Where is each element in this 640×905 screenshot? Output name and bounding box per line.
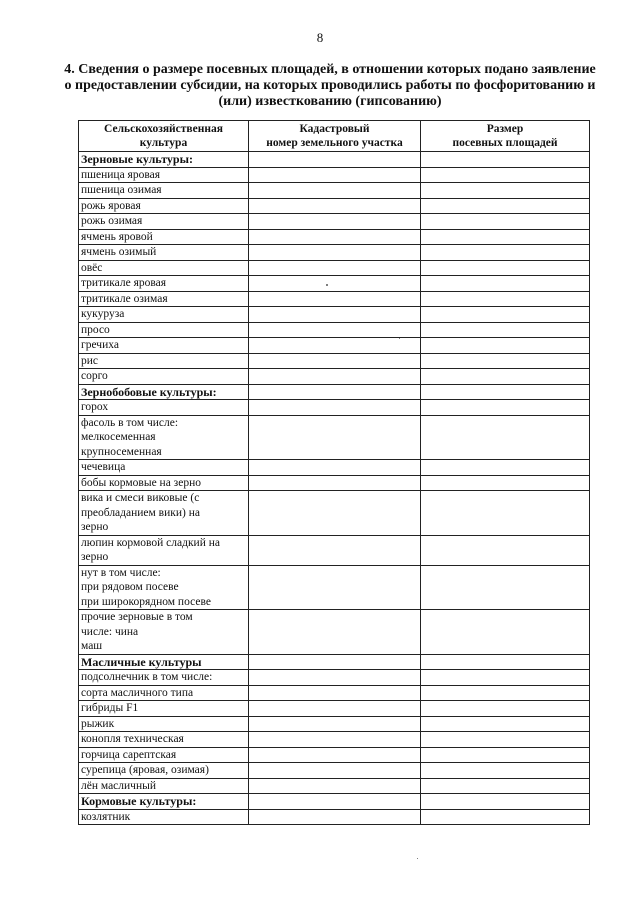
header-sown-area: Размер посевных площадей — [421, 121, 590, 152]
table-row — [79, 610, 590, 655]
area-cell[interactable] — [421, 400, 590, 416]
crop-name: сорта масличного типа — [79, 685, 249, 701]
area-cell[interactable] — [421, 491, 590, 536]
area-cell[interactable] — [421, 732, 590, 748]
group-row-grain — [79, 152, 590, 168]
group-label: Зернобобовые культуры: — [79, 384, 249, 400]
crop-name: горчица сарептская — [79, 747, 249, 763]
area-cell[interactable] — [421, 701, 590, 717]
table-row — [79, 353, 590, 369]
cadastre-cell[interactable] — [249, 610, 421, 655]
table-row — [79, 400, 590, 416]
crop-name: рожь яровая — [79, 198, 249, 214]
table-row — [79, 491, 590, 536]
cadastre-cell[interactable] — [249, 322, 421, 338]
table-row — [79, 685, 590, 701]
crop-name: пшеница яровая — [79, 167, 249, 183]
table-row — [79, 198, 590, 214]
crop-name: рис — [79, 353, 249, 369]
crop-name: гибриды F1 — [79, 701, 249, 717]
cadastre-cell[interactable] — [249, 415, 421, 460]
table-row — [79, 322, 590, 338]
crop-name: овёс — [79, 260, 249, 276]
cadastre-cell[interactable] — [249, 809, 421, 825]
table-row — [79, 670, 590, 686]
table-row — [79, 716, 590, 732]
table-row — [79, 415, 590, 460]
area-cell[interactable] — [421, 276, 590, 292]
scan-speck — [417, 858, 418, 859]
cadastre-cell[interactable] — [249, 338, 421, 354]
cadastre-cell[interactable] — [249, 747, 421, 763]
table-row — [79, 778, 590, 794]
crop-name: лён масличный — [79, 778, 249, 794]
group-label: Зерновые культуры: — [79, 152, 249, 168]
area-cell[interactable] — [421, 260, 590, 276]
header-crop: Сельскохозяйственная культура — [79, 121, 249, 152]
cadastre-cell[interactable] — [249, 167, 421, 183]
table-row — [79, 701, 590, 717]
crop-name: тритикале яровая — [79, 276, 249, 292]
crop-name: кукуруза — [79, 307, 249, 323]
cadastre-cell[interactable] — [249, 685, 421, 701]
cadastre-cell[interactable] — [249, 701, 421, 717]
cadastre-cell[interactable] — [249, 763, 421, 779]
area-cell[interactable] — [421, 338, 590, 354]
cadastre-cell[interactable] — [249, 260, 421, 276]
crop-name: люпин кормовой сладкий на зерно — [79, 535, 249, 565]
area-cell[interactable] — [421, 475, 590, 491]
crop-name: рыжик — [79, 716, 249, 732]
group-row-fodder — [79, 794, 590, 810]
cadastre-cell[interactable] — [249, 152, 421, 168]
crop-name: просо — [79, 322, 249, 338]
crop-name: фасоль в том числе: мелкосеменная крупносеменная — [79, 415, 249, 460]
header-cadastre-number: Кадастровый номер земельного участка — [249, 121, 421, 152]
group-label: Кормовые культуры: — [79, 794, 249, 810]
cadastre-cell[interactable] — [249, 460, 421, 476]
crop-name: конопля техническая — [79, 732, 249, 748]
table-row — [79, 338, 590, 354]
table-row — [79, 763, 590, 779]
table-row — [79, 369, 590, 385]
crop-name: вика и смеси виковые (с преобладанием вики) на зерно — [79, 491, 249, 536]
crop-name: подсолнечник в том числе: — [79, 670, 249, 686]
area-cell[interactable] — [421, 322, 590, 338]
table-row — [79, 732, 590, 748]
cadastre-cell[interactable] — [249, 732, 421, 748]
crop-name: чечевица — [79, 460, 249, 476]
scan-speck — [399, 338, 400, 339]
area-cell[interactable] — [421, 716, 590, 732]
cadastre-cell[interactable] — [249, 654, 421, 670]
table-row — [79, 475, 590, 491]
crop-name: гречиха — [79, 338, 249, 354]
cadastre-cell[interactable] — [249, 384, 421, 400]
table-row — [79, 229, 590, 245]
cadastre-cell[interactable] — [249, 400, 421, 416]
area-cell[interactable] — [421, 747, 590, 763]
area-cell[interactable] — [421, 353, 590, 369]
area-cell[interactable] — [421, 460, 590, 476]
area-cell[interactable] — [421, 685, 590, 701]
crop-name: рожь озимая — [79, 214, 249, 230]
area-cell[interactable] — [421, 198, 590, 214]
crop-name: горох — [79, 400, 249, 416]
cadastre-cell[interactable] — [249, 291, 421, 307]
area-cell[interactable] — [421, 565, 590, 610]
cadastre-cell[interactable] — [249, 245, 421, 261]
table-row — [79, 460, 590, 476]
area-cell[interactable] — [421, 229, 590, 245]
crop-name: прочие зерновые в том числе: чина маш — [79, 610, 249, 655]
cadastre-cell[interactable] — [249, 565, 421, 610]
crop-name: ячмень яровой — [79, 229, 249, 245]
table-header-row — [79, 121, 590, 152]
area-cell[interactable] — [421, 183, 590, 199]
table-row — [79, 291, 590, 307]
group-label: Масличные культуры — [79, 654, 249, 670]
table-row — [79, 183, 590, 199]
table-row — [79, 307, 590, 323]
area-cell[interactable] — [421, 610, 590, 655]
crop-name: сурепица (яровая, озимая) — [79, 763, 249, 779]
area-cell[interactable] — [421, 245, 590, 261]
cadastre-cell[interactable] — [249, 716, 421, 732]
cadastre-cell[interactable] — [249, 794, 421, 810]
table-row — [79, 245, 590, 261]
crop-name: козлятник — [79, 809, 249, 825]
group-row-legumes — [79, 384, 590, 400]
area-cell[interactable] — [421, 794, 590, 810]
cadastre-cell[interactable] — [249, 778, 421, 794]
cadastre-cell[interactable] — [249, 535, 421, 565]
crop-name: нут в том числе: при рядовом посеве при широкорядном посеве — [79, 565, 249, 610]
sown-area-table — [78, 120, 590, 825]
cadastre-cell[interactable] — [249, 198, 421, 214]
cadastre-cell[interactable] — [249, 214, 421, 230]
crop-name: пшеница озимая — [79, 183, 249, 199]
cadastre-cell[interactable] — [249, 670, 421, 686]
cadastre-cell[interactable] — [249, 183, 421, 199]
crop-name: сорго — [79, 369, 249, 385]
table-row — [79, 565, 590, 610]
crop-name: бобы кормовые на зерно — [79, 475, 249, 491]
cadastre-cell[interactable] — [249, 475, 421, 491]
cadastre-cell[interactable] — [249, 307, 421, 323]
area-cell[interactable] — [421, 763, 590, 779]
area-cell[interactable] — [421, 369, 590, 385]
area-cell[interactable] — [421, 535, 590, 565]
area-cell[interactable] — [421, 214, 590, 230]
area-cell[interactable] — [421, 809, 590, 825]
area-cell[interactable] — [421, 291, 590, 307]
area-cell[interactable] — [421, 654, 590, 670]
table-row — [79, 167, 590, 183]
crop-name: тритикале озимая — [79, 291, 249, 307]
cadastre-cell[interactable] — [249, 491, 421, 536]
scan-speck — [326, 284, 328, 286]
cadastre-cell[interactable] — [249, 276, 421, 292]
area-cell[interactable] — [421, 384, 590, 400]
cadastre-cell[interactable] — [249, 353, 421, 369]
area-cell[interactable] — [421, 307, 590, 323]
area-cell[interactable] — [421, 415, 590, 460]
cadastre-cell[interactable] — [249, 229, 421, 245]
crop-name: ячмень озимый — [79, 245, 249, 261]
table-row — [79, 747, 590, 763]
table-row — [79, 214, 590, 230]
area-cell[interactable] — [421, 778, 590, 794]
table-row — [79, 276, 590, 292]
table-row — [79, 260, 590, 276]
table-row — [79, 535, 590, 565]
cadastre-cell[interactable] — [249, 369, 421, 385]
area-cell[interactable] — [421, 152, 590, 168]
area-cell[interactable] — [421, 670, 590, 686]
section-title: 4. Сведения о размере посевных площадей, в отношении которых подано заявление о предоставлении субсидии, на которых проводились работы по фосфоритованию и (или) известкованию (гипсованию) — [64, 62, 596, 109]
page-number: 8 — [316, 30, 324, 45]
table-row — [79, 809, 590, 825]
area-cell[interactable] — [421, 167, 590, 183]
group-row-oilseeds — [79, 654, 590, 670]
